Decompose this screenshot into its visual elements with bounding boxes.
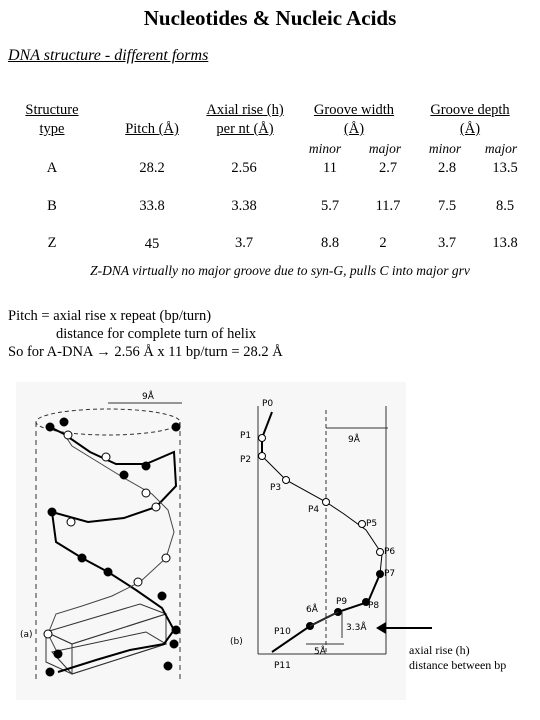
z-dna-note: Z-DNA virtually no major groove due to syn-G, pulls C into major grv [90,263,470,278]
row-z-rise: 3.7 [234,235,254,251]
annotation-distance-bp: distance between bp [409,658,507,672]
row-b-gd-minor: 7.5 [437,198,457,214]
radius-a-label: 9Å [142,392,154,402]
point-p10: P10 [274,627,291,637]
row-a-pitch: 28.2 [139,160,165,176]
header-structure-type [8,101,96,139]
subheader-depth-minor: minor [428,141,462,156]
header-structure-line2: type [39,121,65,137]
base-plate-top [46,604,166,644]
row-b-gw-minor: 5.7 [320,198,340,214]
row-a-type: A [46,160,58,176]
panel-b-strand [262,412,382,652]
header-groove-width [298,101,410,139]
point-p7: P7 [384,569,396,579]
page-title: Nucleotides & Nucleic Acids [143,6,397,30]
point-p2: P2 [240,455,252,465]
header-pitch: Pitch (Å) [125,121,179,137]
subheader-width-major: major [368,141,402,156]
row-z-gw-minor: 8.8 [320,235,340,251]
point-p9: P9 [336,597,348,607]
header-axial-line2: per nt (Å) [216,121,274,137]
row-z-type: Z [47,235,57,251]
point-p0: P0 [262,399,274,409]
annotation-axial-rise: axial rise (h) [409,643,470,657]
point-p3: P3 [270,483,282,493]
row-z-gd-major: 13.8 [492,235,518,251]
row-b-type: B [47,198,57,214]
axial-rise-arrow [376,618,436,638]
header-axial-rise [190,101,300,139]
row-a-gw-major: 2.7 [378,160,398,176]
row-z-gd-minor: 3.7 [437,235,457,251]
subheader-width-minor: minor [308,141,342,156]
point-p5: P5 [366,519,378,529]
dim-33a-label: 3.3Å [346,623,367,633]
header-axial-line1: Axial rise (h) [206,102,284,118]
row-a-gd-minor: 2.8 [437,160,457,176]
helix-diagram-svg [16,382,406,700]
row-b-rise: 3.38 [231,198,257,214]
formula-line-1: Pitch = axial rise x repeat (bp/turn) [8,308,212,324]
row-a-rise: 2.56 [231,160,257,176]
subheader-depth-major: major [484,141,518,156]
radius-b-label: 9Å [348,435,360,445]
formula-line-3: So for A-DNA → 2.56 Å x 11 bp/turn = 28.2 Å [8,344,283,360]
panel-a-label: (a) [20,630,33,640]
header-gwidth-line2: (Å) [343,121,365,137]
panel-a-strand-thick [50,427,176,672]
header-structure-line1: Structure [25,102,79,118]
header-gdepth-line1: Groove depth [430,102,510,118]
row-b-pitch: 33.8 [139,198,165,214]
row-a-gw-minor: 11 [323,160,337,176]
dim-5a-label: 5Å [314,647,326,657]
row-z-pitch: 45 [144,236,160,252]
point-p1: P1 [240,431,252,441]
panel-b-atoms [259,435,384,630]
row-z-gw-major: 2 [379,235,387,251]
base-plate-front [72,614,166,674]
row-a-gd-major: 13.5 [492,160,518,176]
panel-a-strand-thin [48,434,174,654]
point-p8: P8 [368,601,380,611]
point-p4: P4 [308,505,320,515]
header-gdepth-line2: (Å) [459,121,481,137]
row-b-gd-major: 8.5 [495,198,515,214]
formula-line-2: distance for complete turn of helix [56,326,257,342]
panel-b-label: (b) [230,637,243,647]
point-p6: P6 [384,547,396,557]
panel-b-frame [258,406,388,654]
point-p11: P11 [274,661,291,671]
section-subtitle: DNA structure - different forms [8,47,209,64]
header-groove-depth [414,101,526,139]
header-gwidth-line1: Groove width [313,102,395,118]
dna-helix-figure [16,382,406,700]
dim-6a-label: 6Å [306,605,318,615]
row-b-gw-major: 11.7 [375,198,401,214]
